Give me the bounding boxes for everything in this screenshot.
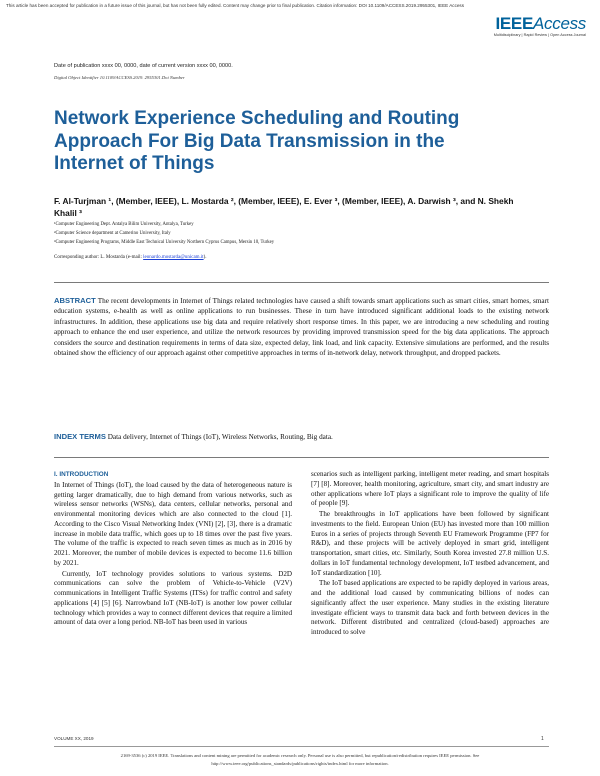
publication-dates: Date of publication xxxx 00, 0000, date of current version xxxx 00, 0000. (54, 63, 233, 69)
affiliation-1: ¹Computer Engineering Dept. Antalya Bilim University, Antalya, Turkey (54, 222, 194, 227)
abstract (54, 296, 549, 358)
intro-paragraph: scenarios such as intelligent parking, intelligent meter reading, and smart hospitals [7] [8]. Moreover, health monitoring, agriculture, smart city, and smart industry are other applications where IoT plays a significant role to improve the quality of life of people [9]. (311, 470, 549, 508)
footer-divider (54, 746, 549, 747)
affiliation-2: ²Computer Science department at Camerino University, Italy (54, 231, 171, 236)
right-column (311, 470, 549, 638)
corresponding-prefix: Corresponding author: L. Mostarda (e-mail: (54, 255, 144, 260)
corresponding-author (54, 255, 207, 260)
divider-top (54, 282, 549, 283)
intro-paragraph: Currently, IoT technology provides solutions to various systems. D2D communications can solve the problem of Vehicle-to-Vehicle (V2V) communications in Intelligent Traffic Systems (ITSs) for traffic control and safety applications [4] [5] [6]. Narrowband IoT (NB-IoT) is another low power cellular technology which provides a way to connect different devices that require a limited amount of data over a long period. NB-IoT has been used in various (54, 569, 292, 627)
page-number: 1 (541, 736, 544, 742)
abstract-label: ABSTRACT (54, 296, 96, 305)
logo-tagline: Multidisciplinary | Rapid Review | Open Access Journal (493, 33, 586, 37)
left-column (54, 470, 292, 628)
section-heading-introduction: I. INTRODUCTION (54, 471, 109, 478)
divider-bottom (54, 457, 549, 458)
logo-sub: Access (533, 14, 586, 33)
author-list: F. Al-Turjman ¹, (Member, IEEE), L. Mostarda ², (Member, IEEE), E. Ever ³, (Member, IEEE), A. Darwish ³, and N. Shekh Khalil ³ (54, 196, 514, 218)
index-terms (54, 432, 549, 442)
license-notice (20, 752, 580, 768)
paper-title: Network Experience Scheduling and Routing Approach For Big Data Transmission in the Internet of Things (54, 108, 460, 174)
index-terms-label: INDEX TERMS (54, 432, 106, 441)
affiliations (54, 220, 534, 247)
intro-paragraph: The breakthroughs in IoT applications have been followed by significant investments to the field. European Union (EU) has invested more than 100 million Euros in a series of projects through Seventh EU Framework Programme (FP7 for R&D), and these projects will be actively deployed in smart grid, intelligent transportation, smart cities, etc. Similarly, South Korea invested 27.8 million U.S. dollars in IoT fundamental technology development, IoT testbed advancement, and IoT standardization [10]. (311, 510, 549, 577)
license-line-1: 2169-3536 (c) 2019 IEEE. Translations and content mining are permitted for academic research only. Personal use is also permitted, but republication/redistribution requires IEEE permission. See (120, 753, 480, 758)
intro-paragraph: In Internet of Things (IoT), the load caused by the data of heterogeneous nature is getting larger dramatically, due to high demand from various networks, such as wireless sensor networks (WSNs), data centers, cellular networks, personal and environmental monitoring devices which are also connected to the cloud [1]. According to the Cisco Visual Networking Index (VNI) [2], [3], there is a dramatic increase in mobile data traffic, which goes up to 18 times over the past five years. The volume of the traffic is expected to reach seven times as much as in 2016 by 2021. Moreover, the number of mobile devices is expected to become 11.6 billion by 2021. (54, 480, 292, 567)
ieee-access-logo (494, 14, 586, 37)
intro-paragraph: The IoT based applications are expected to be rapidly deployed in various areas, and the additional load caused by communicating billions of nodes can significantly affect the user experience. Many studies in the existing literature investigate efficient ways to transmit data back and forth between devices in the network. Different distributed and centralized (cloud-based) approaches are introduced to solve (311, 579, 549, 636)
journal-notice: This article has been accepted for publication in a future issue of this journal, but has not been fully edited. Content may change prior to final publication. Citation information: DOI 10.1109/ACCESS.2019.2955301, IEEE Access (6, 3, 465, 8)
corresponding-email-link[interactable]: leonardo.mostarda@unicam.it (143, 255, 204, 260)
logo-main: IEEE (495, 14, 533, 33)
license-line-2: http://www.ieee.org/publications_standards/publications/rights/index.html for more information. (211, 761, 389, 766)
abstract-text: The recent developments in Internet of Things related technologies have caused a shift towards smart applications such as smart cities, smart homes, smart education systems, e-health as well as online applications to run businesses. These in turn have introduced significant additional loads to the existing network infrastructures. In addition, these applications use big data and require relatively short response times. In this paper, we are introducing a new scheduling and routing approach to enhance the end user experience, and utilize the network resources by providing improved transmission speed for the big data applications. The approach considers the source and destination requirements in terms of data size, expected delay, link load, and link capacity. Extensive simulations are performed, and the results obtained show the efficiency of our approach against other competitive approaches in terms of in-network delay, network throughput, and dropped packets. (54, 297, 550, 358)
volume-label: VOLUME XX, 2019 (54, 736, 94, 741)
affiliation-3: ³Computer Engineering Programs, Middle East Technical University Northern Cyprus Campus, Mersin 10, Turkey (54, 240, 275, 245)
index-terms-text: Data delivery, Internet of Things (IoT), Wireless Networks, Routing, Big data. (107, 433, 333, 441)
corresponding-suffix: ). (203, 255, 207, 260)
doi-line: Digital Object Identifier 10.1109/ACCESS.2019. 2955301.Doi Number (54, 75, 185, 80)
